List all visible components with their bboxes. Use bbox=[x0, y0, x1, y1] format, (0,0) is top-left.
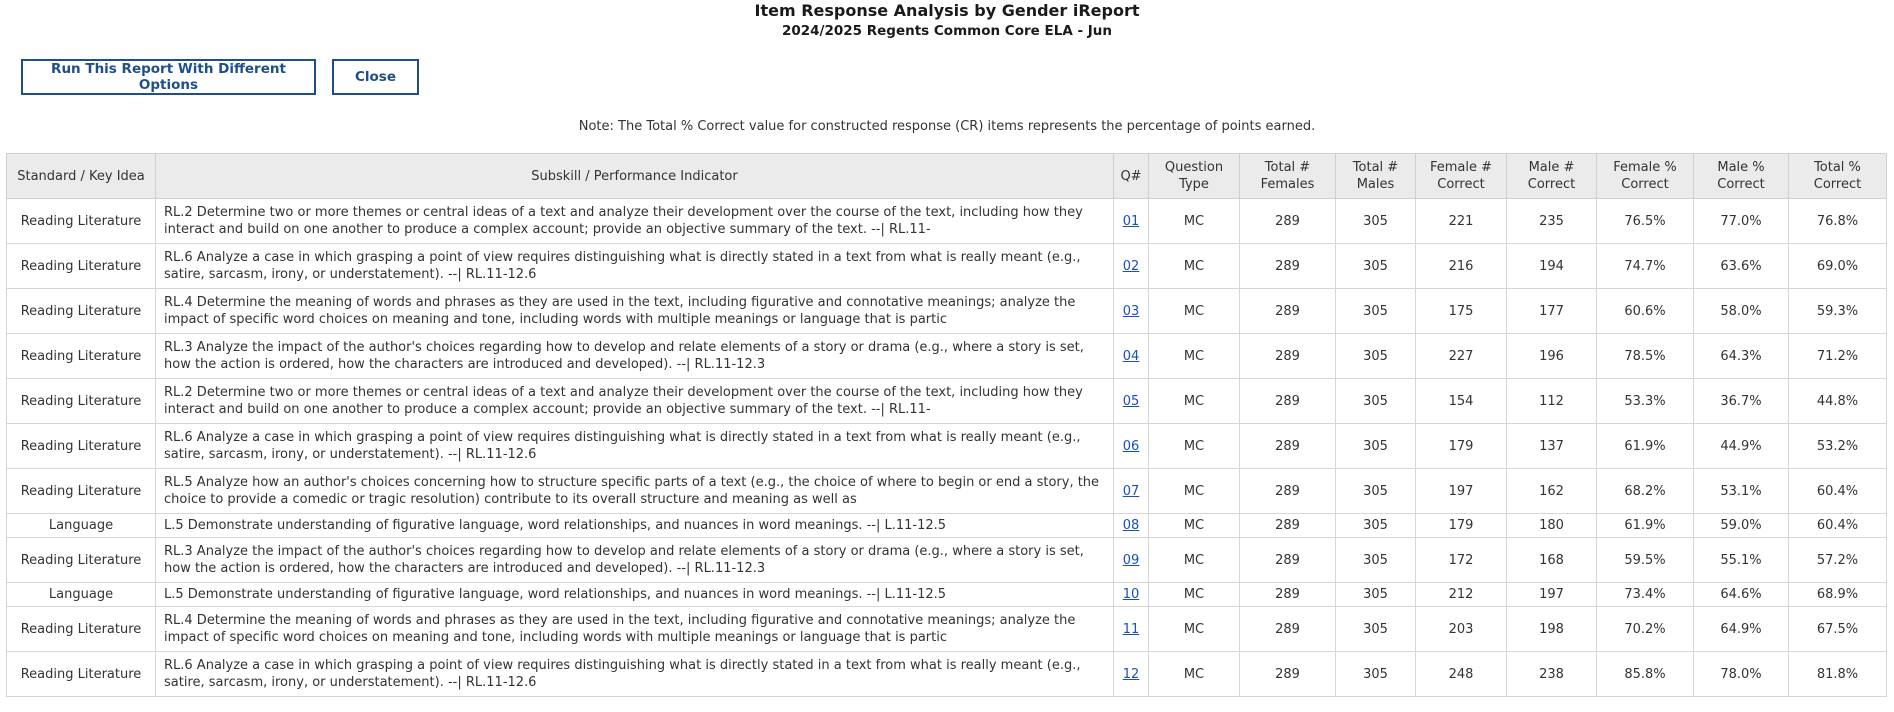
cell-question-type: MC bbox=[1149, 538, 1240, 583]
table-body bbox=[7, 199, 1887, 697]
table-row bbox=[7, 244, 1887, 289]
cell-subskill: RL.3 Analyze the impact of the author's choices regarding how to develop and relate elements of a story or drama (e.g., where a story is set, how the action is ordered, how the characters are introduced and developed). --| RL.11-12.3 bbox=[156, 334, 1114, 379]
cell-subskill: RL.3 Analyze the impact of the author's choices regarding how to develop and relate elements of a story or drama (e.g., where a story is set, how the action is ordered, how the characters are introduced and developed). --| RL.11-12.3 bbox=[156, 538, 1114, 583]
cell-question-number bbox=[1114, 514, 1149, 538]
table-row bbox=[7, 424, 1887, 469]
table-row bbox=[7, 334, 1887, 379]
cell-question-number bbox=[1114, 583, 1149, 607]
cell-male-correct: 194 bbox=[1507, 244, 1597, 289]
cell-question-type: MC bbox=[1149, 514, 1240, 538]
cell-male-correct: 238 bbox=[1507, 652, 1597, 697]
cell-total-females: 289 bbox=[1240, 514, 1336, 538]
cell-total-males: 305 bbox=[1336, 583, 1416, 607]
cell-male-correct: 180 bbox=[1507, 514, 1597, 538]
col-header-subskill: Subskill / Performance Indicator bbox=[156, 154, 1114, 199]
question-link[interactable]: 09 bbox=[1122, 552, 1140, 568]
cell-male-pct-correct: 77.0% bbox=[1694, 199, 1789, 244]
cell-male-pct-correct: 44.9% bbox=[1694, 424, 1789, 469]
cell-standard: Reading Literature bbox=[7, 244, 156, 289]
cell-total-pct-correct: 53.2% bbox=[1789, 424, 1887, 469]
item-response-table bbox=[6, 153, 1887, 697]
cell-female-correct: 227 bbox=[1416, 334, 1507, 379]
cell-female-correct: 248 bbox=[1416, 652, 1507, 697]
cell-question-number bbox=[1114, 538, 1149, 583]
cell-total-pct-correct: 60.4% bbox=[1789, 469, 1887, 514]
cell-question-type: MC bbox=[1149, 583, 1240, 607]
cell-male-correct: 162 bbox=[1507, 469, 1597, 514]
table-row bbox=[7, 607, 1887, 652]
cell-question-number bbox=[1114, 379, 1149, 424]
cell-total-pct-correct: 76.8% bbox=[1789, 199, 1887, 244]
cell-total-males: 305 bbox=[1336, 244, 1416, 289]
cell-question-number bbox=[1114, 199, 1149, 244]
cell-female-pct-correct: 61.9% bbox=[1597, 424, 1694, 469]
question-link[interactable]: 01 bbox=[1122, 213, 1140, 229]
question-link[interactable]: 03 bbox=[1122, 303, 1140, 319]
cell-male-correct: 137 bbox=[1507, 424, 1597, 469]
cell-total-pct-correct: 68.9% bbox=[1789, 583, 1887, 607]
cell-male-correct: 196 bbox=[1507, 334, 1597, 379]
col-header-standard: Standard / Key Idea bbox=[7, 154, 156, 199]
cell-female-pct-correct: 78.5% bbox=[1597, 334, 1694, 379]
cell-standard: Reading Literature bbox=[7, 538, 156, 583]
cell-total-females: 289 bbox=[1240, 607, 1336, 652]
cell-total-pct-correct: 69.0% bbox=[1789, 244, 1887, 289]
cell-total-females: 289 bbox=[1240, 244, 1336, 289]
cell-total-males: 305 bbox=[1336, 424, 1416, 469]
cell-total-females: 289 bbox=[1240, 199, 1336, 244]
col-header-total-females: Total # Females bbox=[1240, 154, 1336, 199]
col-header-question-number: Q# bbox=[1114, 154, 1149, 199]
cell-total-pct-correct: 67.5% bbox=[1789, 607, 1887, 652]
cell-question-number bbox=[1114, 334, 1149, 379]
cell-subskill: RL.6 Analyze a case in which grasping a point of view requires distinguishing what is directly stated in a text from what is really meant (e.g., satire, sarcasm, irony, or understatement). --| RL.11-12.6 bbox=[156, 652, 1114, 697]
cell-male-pct-correct: 64.6% bbox=[1694, 583, 1789, 607]
cell-total-females: 289 bbox=[1240, 583, 1336, 607]
table-row bbox=[7, 538, 1887, 583]
report-note: Note: The Total % Correct value for constructed response (CR) items represents the percentage of points earned. bbox=[578, 119, 1316, 134]
cell-question-type: MC bbox=[1149, 424, 1240, 469]
col-header-total-males: Total # Males bbox=[1336, 154, 1416, 199]
cell-total-females: 289 bbox=[1240, 652, 1336, 697]
cell-total-males: 305 bbox=[1336, 652, 1416, 697]
cell-standard: Language bbox=[7, 583, 156, 607]
cell-total-males: 305 bbox=[1336, 199, 1416, 244]
cell-male-pct-correct: 58.0% bbox=[1694, 289, 1789, 334]
col-header-female-pct-correct: Female % Correct bbox=[1597, 154, 1694, 199]
cell-male-correct: 197 bbox=[1507, 583, 1597, 607]
cell-male-pct-correct: 53.1% bbox=[1694, 469, 1789, 514]
cell-total-males: 305 bbox=[1336, 289, 1416, 334]
cell-female-pct-correct: 53.3% bbox=[1597, 379, 1694, 424]
question-link[interactable]: 11 bbox=[1122, 621, 1140, 637]
table-row bbox=[7, 514, 1887, 538]
cell-male-pct-correct: 78.0% bbox=[1694, 652, 1789, 697]
cell-female-correct: 179 bbox=[1416, 514, 1507, 538]
run-report-different-options-button[interactable]: Run This Report With Different Options bbox=[21, 59, 316, 95]
cell-question-type: MC bbox=[1149, 379, 1240, 424]
cell-total-pct-correct: 57.2% bbox=[1789, 538, 1887, 583]
cell-female-pct-correct: 76.5% bbox=[1597, 199, 1694, 244]
table-row bbox=[7, 583, 1887, 607]
cell-subskill: L.5 Demonstrate understanding of figurative language, word relationships, and nuances in word meanings. --| L.11-12.5 bbox=[156, 514, 1114, 538]
cell-male-pct-correct: 63.6% bbox=[1694, 244, 1789, 289]
cell-standard: Reading Literature bbox=[7, 379, 156, 424]
cell-female-correct: 221 bbox=[1416, 199, 1507, 244]
question-link[interactable]: 04 bbox=[1122, 348, 1140, 364]
cell-female-pct-correct: 70.2% bbox=[1597, 607, 1694, 652]
table-row bbox=[7, 289, 1887, 334]
cell-total-females: 289 bbox=[1240, 289, 1336, 334]
cell-female-correct: 175 bbox=[1416, 289, 1507, 334]
cell-male-pct-correct: 36.7% bbox=[1694, 379, 1789, 424]
cell-female-correct: 212 bbox=[1416, 583, 1507, 607]
cell-total-females: 289 bbox=[1240, 379, 1336, 424]
cell-female-correct: 197 bbox=[1416, 469, 1507, 514]
question-link[interactable]: 08 bbox=[1122, 518, 1140, 533]
question-link[interactable]: 05 bbox=[1122, 393, 1140, 409]
cell-subskill: RL.5 Analyze how an author's choices concerning how to structure specific parts of a text (e.g., the choice of where to begin or end a story, the choice to provide a comedic or tragic resolution) contribute to its overall structure and meaning as well as bbox=[156, 469, 1114, 514]
cell-male-pct-correct: 55.1% bbox=[1694, 538, 1789, 583]
question-link[interactable]: 07 bbox=[1122, 483, 1140, 499]
cell-female-pct-correct: 85.8% bbox=[1597, 652, 1694, 697]
cell-total-males: 305 bbox=[1336, 469, 1416, 514]
cell-standard: Reading Literature bbox=[7, 652, 156, 697]
cell-male-pct-correct: 59.0% bbox=[1694, 514, 1789, 538]
question-link[interactable]: 10 bbox=[1122, 587, 1140, 602]
cell-question-number bbox=[1114, 607, 1149, 652]
cell-total-pct-correct: 71.2% bbox=[1789, 334, 1887, 379]
cell-standard: Reading Literature bbox=[7, 469, 156, 514]
cell-female-pct-correct: 60.6% bbox=[1597, 289, 1694, 334]
table-header-row bbox=[7, 154, 1887, 199]
cell-subskill: RL.4 Determine the meaning of words and phrases as they are used in the text, including figurative and connotative meanings; analyze the impact of specific word choices on meaning and tone, including words with multiple meanings or language that is partic bbox=[156, 289, 1114, 334]
cell-total-females: 289 bbox=[1240, 424, 1336, 469]
col-header-female-correct: Female # Correct bbox=[1416, 154, 1507, 199]
cell-male-pct-correct: 64.9% bbox=[1694, 607, 1789, 652]
cell-question-number bbox=[1114, 469, 1149, 514]
cell-question-type: MC bbox=[1149, 244, 1240, 289]
close-button[interactable]: Close bbox=[332, 59, 419, 95]
button-bar bbox=[21, 59, 419, 95]
cell-question-type: MC bbox=[1149, 607, 1240, 652]
cell-subskill: RL.6 Analyze a case in which grasping a point of view requires distinguishing what is directly stated in a text from what is really meant (e.g., satire, sarcasm, irony, or understatement). --| RL.11-12.6 bbox=[156, 424, 1114, 469]
cell-female-correct: 203 bbox=[1416, 607, 1507, 652]
cell-female-pct-correct: 74.7% bbox=[1597, 244, 1694, 289]
question-link[interactable]: 02 bbox=[1122, 258, 1140, 274]
cell-question-type: MC bbox=[1149, 199, 1240, 244]
cell-total-males: 305 bbox=[1336, 514, 1416, 538]
report-subtitle: 2024/2025 Regents Common Core ELA - Jun bbox=[781, 23, 1113, 39]
cell-question-type: MC bbox=[1149, 469, 1240, 514]
cell-question-type: MC bbox=[1149, 334, 1240, 379]
cell-total-females: 289 bbox=[1240, 538, 1336, 583]
col-header-male-correct: Male # Correct bbox=[1507, 154, 1597, 199]
cell-female-pct-correct: 59.5% bbox=[1597, 538, 1694, 583]
cell-female-pct-correct: 61.9% bbox=[1597, 514, 1694, 538]
cell-standard: Reading Literature bbox=[7, 424, 156, 469]
cell-standard: Reading Literature bbox=[7, 199, 156, 244]
cell-total-males: 305 bbox=[1336, 607, 1416, 652]
col-header-male-pct-correct: Male % Correct bbox=[1694, 154, 1789, 199]
cell-standard: Reading Literature bbox=[7, 289, 156, 334]
cell-standard: Language bbox=[7, 514, 156, 538]
cell-total-pct-correct: 81.8% bbox=[1789, 652, 1887, 697]
cell-female-correct: 179 bbox=[1416, 424, 1507, 469]
cell-female-correct: 154 bbox=[1416, 379, 1507, 424]
cell-total-females: 289 bbox=[1240, 469, 1336, 514]
cell-total-pct-correct: 44.8% bbox=[1789, 379, 1887, 424]
cell-question-number bbox=[1114, 244, 1149, 289]
cell-total-males: 305 bbox=[1336, 379, 1416, 424]
cell-male-correct: 198 bbox=[1507, 607, 1597, 652]
cell-female-correct: 216 bbox=[1416, 244, 1507, 289]
cell-question-type: MC bbox=[1149, 289, 1240, 334]
cell-total-males: 305 bbox=[1336, 334, 1416, 379]
cell-question-number bbox=[1114, 652, 1149, 697]
cell-female-correct: 172 bbox=[1416, 538, 1507, 583]
cell-male-correct: 112 bbox=[1507, 379, 1597, 424]
report-header bbox=[0, 0, 1894, 41]
cell-female-pct-correct: 73.4% bbox=[1597, 583, 1694, 607]
cell-female-pct-correct: 68.2% bbox=[1597, 469, 1694, 514]
cell-subskill: RL.6 Analyze a case in which grasping a point of view requires distinguishing what is directly stated in a text from what is really meant (e.g., satire, sarcasm, irony, or understatement). --| RL.11-12.6 bbox=[156, 244, 1114, 289]
report-title: Item Response Analysis by Gender iReport bbox=[754, 1, 1140, 20]
cell-standard: Reading Literature bbox=[7, 334, 156, 379]
table-row bbox=[7, 652, 1887, 697]
cell-male-correct: 235 bbox=[1507, 199, 1597, 244]
cell-male-correct: 168 bbox=[1507, 538, 1597, 583]
table-row bbox=[7, 199, 1887, 244]
cell-question-number bbox=[1114, 289, 1149, 334]
cell-question-number bbox=[1114, 424, 1149, 469]
cell-total-females: 289 bbox=[1240, 334, 1336, 379]
table-row bbox=[7, 469, 1887, 514]
col-header-total-pct-correct: Total % Correct bbox=[1789, 154, 1887, 199]
question-link[interactable]: 12 bbox=[1122, 666, 1140, 682]
cell-total-pct-correct: 60.4% bbox=[1789, 514, 1887, 538]
cell-male-pct-correct: 64.3% bbox=[1694, 334, 1789, 379]
cell-subskill: RL.2 Determine two or more themes or central ideas of a text and analyze their development over the course of the text, including how they interact and build on one another to produce a complex account; provide an objective summary of the text. --| RL.11- bbox=[156, 199, 1114, 244]
cell-standard: Reading Literature bbox=[7, 607, 156, 652]
cell-subskill: L.5 Demonstrate understanding of figurative language, word relationships, and nuances in word meanings. --| L.11-12.5 bbox=[156, 583, 1114, 607]
table-row bbox=[7, 379, 1887, 424]
col-header-question-type: Question Type bbox=[1149, 154, 1240, 199]
cell-total-pct-correct: 59.3% bbox=[1789, 289, 1887, 334]
cell-question-type: MC bbox=[1149, 652, 1240, 697]
cell-subskill: RL.4 Determine the meaning of words and phrases as they are used in the text, including figurative and connotative meanings; analyze the impact of specific word choices on meaning and tone, including words with multiple meanings or language that is partic bbox=[156, 607, 1114, 652]
question-link[interactable]: 06 bbox=[1122, 438, 1140, 454]
cell-subskill: RL.2 Determine two or more themes or central ideas of a text and analyze their development over the course of the text, including how they interact and build on one another to produce a complex account; provide an objective summary of the text. --| RL.11- bbox=[156, 379, 1114, 424]
cell-male-correct: 177 bbox=[1507, 289, 1597, 334]
cell-total-males: 305 bbox=[1336, 538, 1416, 583]
